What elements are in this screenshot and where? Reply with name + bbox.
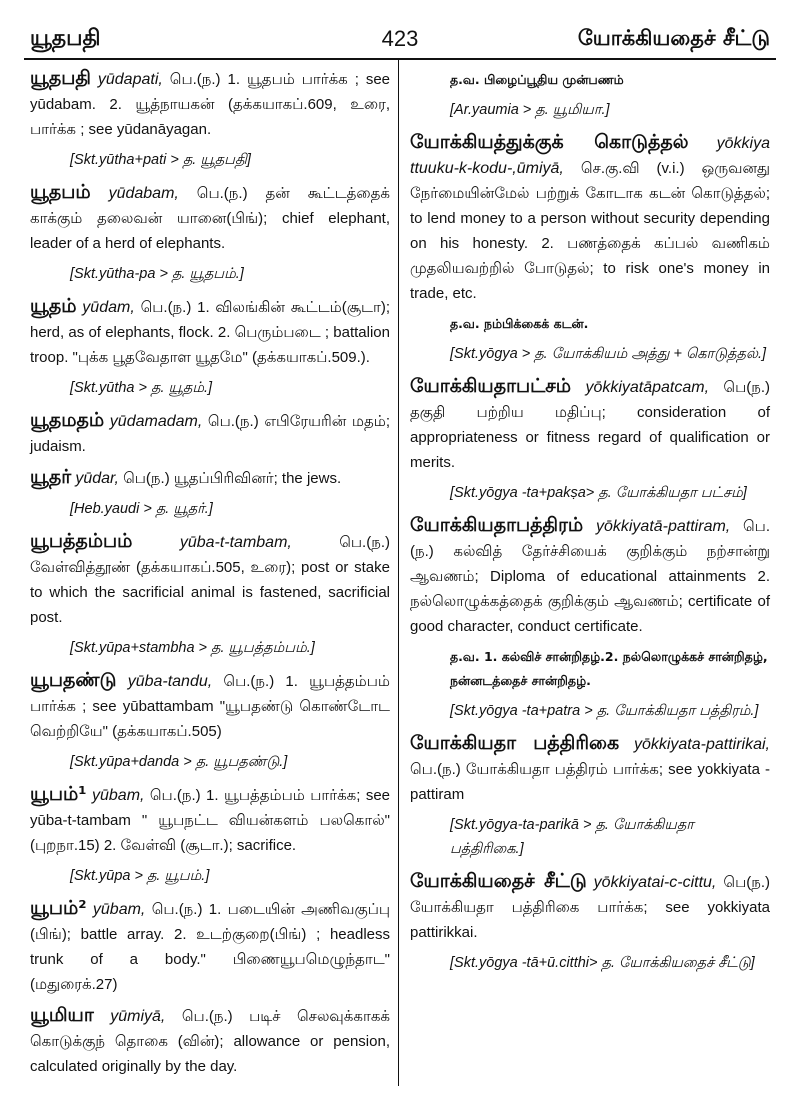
transliteration: yōkkiya ttuuku-k-kodu-,ūmiyā, xyxy=(410,135,770,177)
etymology: [Heb.yaudi > த. யூதர்.] xyxy=(70,501,213,517)
definition: பெ.(ந.) எபிரேயரின் மதம்; judaism. xyxy=(30,413,391,455)
etymology: [Skt.yōgya -ta+pakṣa> த. யோக்கியதா பட்சம்] xyxy=(450,485,747,501)
headword: யோக்கியதாபட்சம் xyxy=(410,375,572,397)
transliteration: yūba-tandu, xyxy=(127,673,213,690)
etymology: [Skt.yūpa > த. யூபம்.] xyxy=(70,868,210,884)
definition: பெ(ந.) யூதப்பிரிவினர்; the jews. xyxy=(123,470,342,487)
left-entry xyxy=(30,294,390,370)
headword: யூதபதி xyxy=(30,67,91,89)
headword: யோக்கியதா பத்திரிகை xyxy=(410,732,620,754)
headword: யூதர் xyxy=(30,466,72,488)
etymology: [Skt.yūtha > த. யூதம்.] xyxy=(70,380,213,396)
left-entry xyxy=(30,408,390,459)
transliteration: yūdam, xyxy=(82,299,135,316)
tamil-equivalent-note: த.வ. பிழைப்பூதிய முன்பணம் xyxy=(450,72,624,87)
etymology: [Skt.yūpa+danda > த. யூபதண்டு.] xyxy=(70,754,288,770)
headword: யூதம் xyxy=(30,295,77,317)
tamil-equivalent-note: த.வ. நம்பிக்கைக் கடன். xyxy=(450,316,589,331)
transliteration: yōkkiyatai-c-cittu, xyxy=(593,874,717,891)
etymology: [Skt.yōgya-ta-parikā > த. யோக்கியதா பத்திரிகை.] xyxy=(450,817,694,857)
left-entry xyxy=(30,465,390,491)
etymology: [Skt.yūtha+pati > த. யூதபதி] xyxy=(70,152,251,168)
transliteration: yūdapati, xyxy=(97,71,163,88)
etymology: [Skt.yūpa+stambha > த. யூபத்தம்பம்.] xyxy=(70,640,315,656)
transliteration: yūbam, xyxy=(92,787,145,804)
right-entry xyxy=(410,731,770,807)
etymology: [Skt.yūtha-pa > த. யூதபம்.] xyxy=(70,266,244,282)
tamil-equivalent-note: த.வ. 1. கல்விச் சான்றிதழ்.2. நல்லொழுக்கச் சான்றிதழ், நன்னடத்தைச் சான்றிதழ். xyxy=(450,649,768,688)
transliteration: yōkkiyata-pattirikai, xyxy=(633,736,770,753)
headword: யூபத்தம்பம் xyxy=(30,530,133,552)
left-entry xyxy=(30,180,390,256)
definition: பெ.(ந.) 1. யூபத்தம்பம் பார்க்க ; see yūbattambam "யூபதண்டு கொண்டோட வெற்றியே" (தக்கயாகப்.505) xyxy=(30,673,390,740)
left-column xyxy=(30,66,390,1085)
left-entry xyxy=(30,782,390,858)
headword: யூபம்¹ xyxy=(30,783,87,805)
transliteration: yōkkiyatā-pattiram, xyxy=(595,518,731,535)
transliteration: yūdar, xyxy=(75,470,119,487)
etymology: [Skt.yōgya -ta+patra > த. யோக்கியதா பத்திரம்.] xyxy=(450,703,759,719)
etymology: [Skt.yōgya > த. யோக்கியம் அத்து + கொடுத்தல்.] xyxy=(450,346,767,362)
definition: செ.கு.வி (v.i.) ஒருவனது நேர்மையின்மேல் பற்றுக் கோடாக கடன் கொடுத்தல்; to lend money to a person without security depending on his honesty. 2. பணத்தைக் கப்பல் வணிகம் முதலியவற்றில் போடுதல்; to risk one's money in trade, etc. xyxy=(410,160,771,302)
transliteration: yōkkiyatāpatcam, xyxy=(585,379,710,396)
definition: பெ.(ந.) யோக்கியதா பத்திரம் பார்க்க; see yokkiyata - pattiram xyxy=(410,761,770,803)
headword: யூமியா xyxy=(30,1004,94,1026)
definition: பெ.(ந.) 1. விலங்கின் கூட்டம்(சூடா); herd, as of elephants, flock. 2. பெரும்படை ; battalion troop. "புக்க பூதவேதாள யூதமே" (தக்கயாகப்.509.). xyxy=(30,299,390,366)
transliteration: yūba-t-tambam, xyxy=(179,534,292,551)
header-left-guideword: யூதபதி xyxy=(30,26,101,51)
definition: பெ.(ந.) கல்வித் தேர்ச்சியைக் குறிக்கும் நற்சான்று ஆவணம்; Diploma of educational attainments 2. நல்லொழுக்கத்தைக் குறிக்கும் ஆவணம்; certificate of good character, conduct certificate. xyxy=(410,518,770,635)
page-number: 423 xyxy=(381,26,419,51)
headword: யூதபம் xyxy=(30,181,91,203)
right-entry xyxy=(410,869,770,945)
left-entry xyxy=(30,66,390,142)
headword: யோக்கியதைச் சீட்டு xyxy=(410,870,587,892)
transliteration: yūdabam, xyxy=(108,185,179,202)
right-entry xyxy=(410,513,770,639)
right-entry xyxy=(410,130,770,306)
left-entry xyxy=(30,896,390,997)
etymology: [Ar.yaumia > த. யூமியா.] xyxy=(450,102,610,118)
headword: யூதமதம் xyxy=(30,409,105,431)
running-head xyxy=(30,22,770,56)
etymology: [Skt.yōgya -tā+ū.citthi> த. யோக்கியதைச் சீட்டு] xyxy=(450,955,755,971)
header-rule xyxy=(24,58,776,60)
headword: யூபதண்டு xyxy=(30,669,117,691)
definition: பெ.(ந.) 1. யூதபம் பார்க்க ; see yūdabam. 2. யூத்நாயகன் (தக்கயாகப்.609, உரை, பார்க்க ; see yūdanāyagan. xyxy=(30,71,391,138)
definition: பெ(ந.) தகுதி பற்றிய மதிப்பு; consideration of appropriateness or fitness regard of qualification or merits. xyxy=(410,379,771,471)
column-divider xyxy=(398,60,399,1086)
transliteration: yūmiyā, xyxy=(110,1008,166,1025)
left-entry xyxy=(30,529,390,630)
definition: பெ.(ந.) 1. படையின் அணிவகுப்பு (பிங்); battle array. 2. உடற்குறை(பிங்) ; headless trunk of a body." பிணையூபமெழுந்தாட" (மதுரைக்.27) xyxy=(30,901,391,993)
left-entry xyxy=(30,1003,390,1079)
right-column xyxy=(410,66,770,983)
transliteration: yūdamadam, xyxy=(109,413,203,430)
left-entry xyxy=(30,668,390,744)
headword: யூபம்² xyxy=(30,897,87,919)
transliteration: yūbam, xyxy=(92,901,146,918)
definition: பெ.(ந.) படிச் செலவுக்காகக் கொடுக்குந் தொகை (வின்); allowance or pension, calculated originally by the day. xyxy=(30,1008,391,1075)
header-right-guideword: யோக்கியதைச் சீட்டு xyxy=(577,26,770,50)
definition: பெ.(ந.) 1. யூபத்தம்பம் பார்க்க; see yūba-t-tambam " யூபநட்ட வியன்களம் பலகொல்" (புறநா.15) 2. வேள்வி (சூடா.); sacrifice. xyxy=(30,787,391,854)
definition: பெ.(ந.) வேள்வித்தூண் (தக்கயாகப்.505, உரை); post or stake to which the sacrificial animal is fastened, sacrificial post. xyxy=(30,534,391,626)
right-entry xyxy=(410,374,770,475)
definition: பெ.(ந.) தன் கூட்டத்தைக் காக்கும் தலைவன் யானை(பிங்); chief elephant, leader of a herd of elephants. xyxy=(30,185,390,252)
headword: யோக்கியதாபத்திரம் xyxy=(410,514,584,536)
headword: யோக்கியத்துக்குக் கொடுத்தல் xyxy=(410,131,689,153)
definition: பெ(ந.) யோக்கியதா பத்திரிகை பார்க்க; see yokkiyata pattirikkai. xyxy=(410,874,771,941)
